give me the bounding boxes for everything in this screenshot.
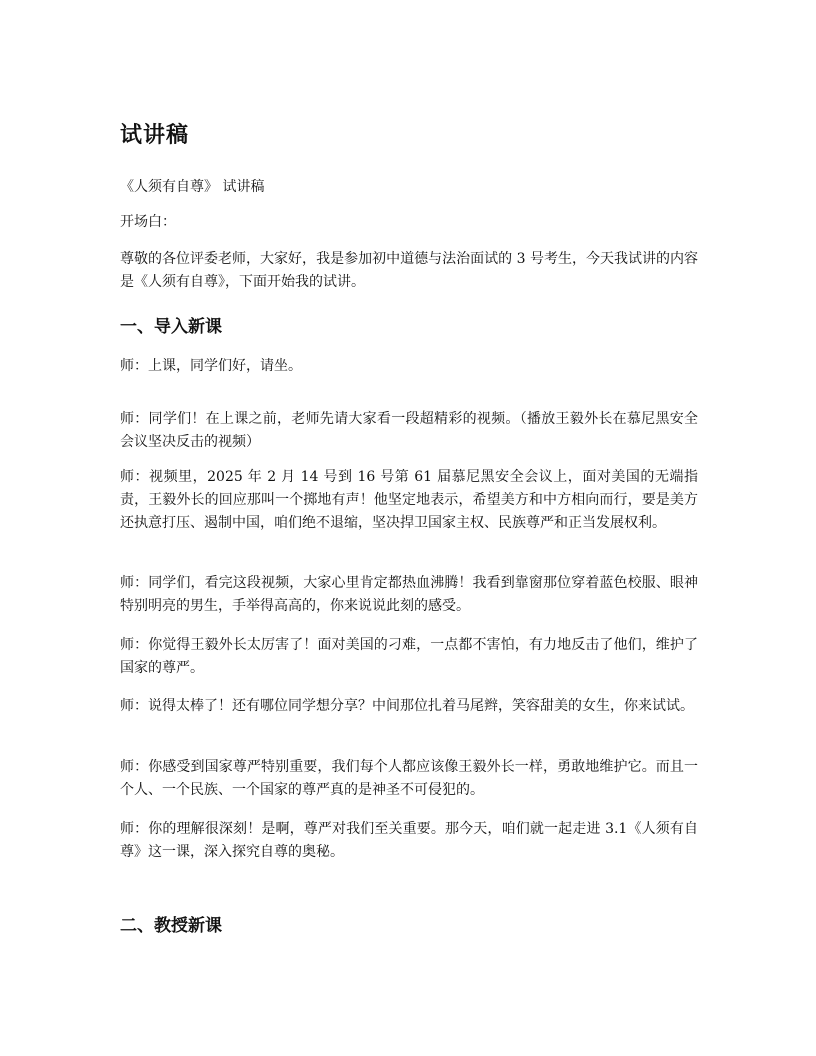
document-title: 试讲稿	[120, 123, 190, 148]
paragraph: 师：你觉得王毅外长太厉害了！面对美国的刁难，一点都不害怕，有力地反击了他们，维护了国家的尊严。	[120, 637, 698, 676]
opening-label: 开场白：	[120, 214, 176, 230]
paragraph: 师：说得太棒了！还有哪位同学想分享？中间那位扎着马尾辫，笑容甜美的女生，你来试试。	[120, 698, 694, 714]
paragraph: 师：同学们，看完这段视频，大家心里肯定都热血沸腾！我看到靠窗那位穿着蓝色校服、眼神特别明亮的男生，手举得高高的，你来说说此刻的感受。	[120, 575, 698, 614]
paragraph: 师：同学们！在上课之前，老师先请大家看一段超精彩的视频。（播放王毅外长在慕尼黑安全会议坚决反击的视频）	[120, 411, 698, 450]
subtitle: 《人须有自尊》 试讲稿	[120, 179, 265, 195]
paragraph: 师：上课，同学们好，请坐。	[120, 358, 302, 374]
section1-heading: 一、导入新课	[120, 317, 222, 337]
opening-text: 尊敬的各位评委老师，大家好，我是参加初中道德与法治面试的 3 号考生，今天我试讲的内容是《人须有自尊》，下面开始我的试讲。	[120, 251, 698, 290]
paragraph: 师：你的理解很深刻！是啊，尊严对我们至关重要。那今天，咱们就一起走进 3.1《人须有自尊》这一课，深入探究自尊的奥秘。	[120, 821, 698, 860]
paragraph: 师：视频里，2025 年 2 月 14 号到 16 号第 61 届慕尼黑安全会议上，面对美国的无端指责，王毅外长的回应那叫一个掷地有声！他坚定地表示，希望美方和中方相向而行，要是美方还执意打压、遏制中国，咱们绝不退缩，坚决捍卫国家主权、民族尊严和正当发展权利。	[120, 469, 698, 531]
section2-heading: 二、教授新课	[120, 916, 222, 936]
paragraph: 师：你感受到国家尊严特别重要，我们每个人都应该像王毅外长一样，勇敢地维护它。而且一个人、一个民族、一个国家的尊严真的是神圣不可侵犯的。	[120, 759, 698, 798]
